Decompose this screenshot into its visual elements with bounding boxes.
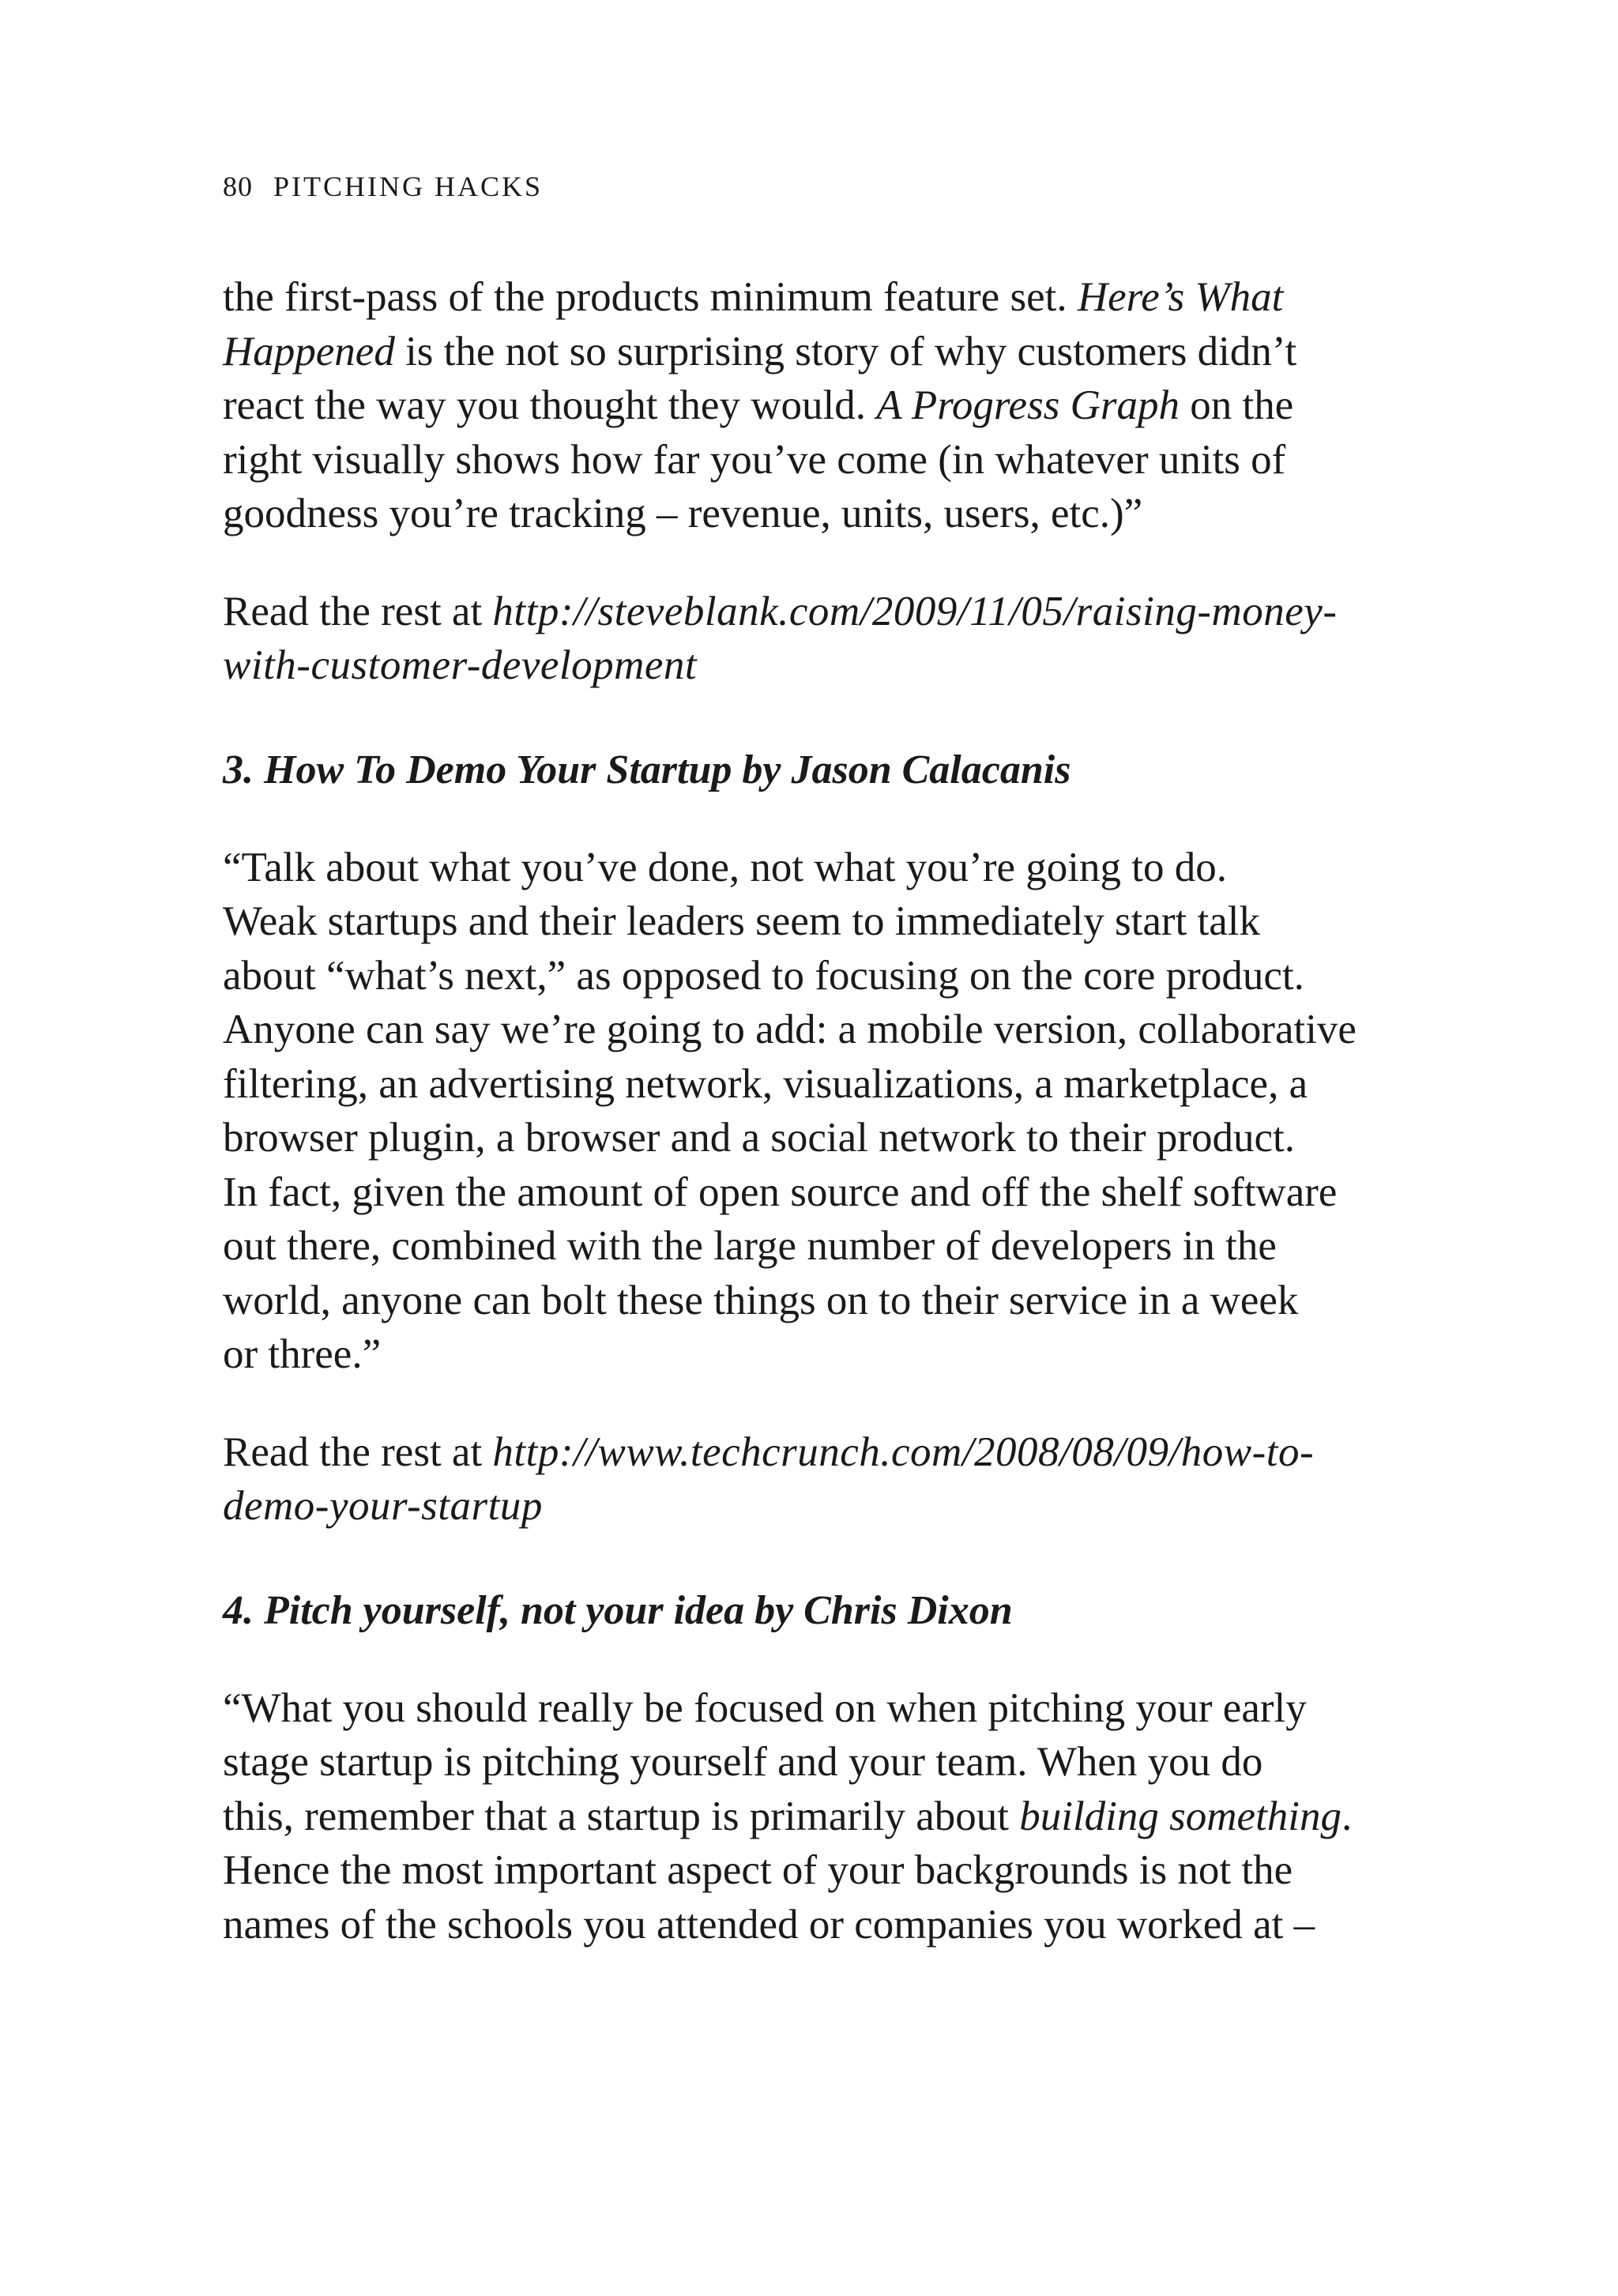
- quote-paragraph-4: [223, 1681, 1432, 1952]
- read-more-prefix: Read the rest at: [223, 1428, 493, 1475]
- quote-3-line: Anyone can say we’re going to add: a mobile version, collaborative: [223, 1007, 1356, 1052]
- quote-4-line-1: “What you should really be focused on when pitching your early: [223, 1684, 1307, 1731]
- intro-text: is the not so surprising story of why customers didn’t: [394, 328, 1297, 375]
- intro-emphasis: A Progress Graph: [876, 382, 1180, 428]
- intro-text: the first-pass of the products minimum feature set.: [223, 274, 1078, 320]
- quote-4-line-5: names of the schools you attended or companies you worked at –: [223, 1901, 1315, 1948]
- intro-paragraph: [223, 270, 1432, 541]
- running-head: [223, 169, 543, 204]
- article-link-1[interactable]: http://steveblank.com/2009/11/05/raising-money-: [492, 588, 1338, 634]
- quote-3-line: “Talk about what you’ve done, not what you’re going to do.: [223, 844, 1227, 890]
- quote-4-emphasis: building something: [1019, 1793, 1342, 1839]
- intro-line-1: [223, 270, 1432, 325]
- intro-emphasis: Happened: [223, 328, 395, 375]
- read-more-line-1: [223, 585, 1432, 639]
- page-content: [223, 270, 1432, 1952]
- quote-3-line: or three.”: [223, 1331, 382, 1377]
- quote-4-text: this, remember that a startup is primarily about: [223, 1793, 1020, 1839]
- quote-3-line: filtering, an advertising network, visualizations, a marketplace, a: [223, 1060, 1308, 1107]
- article-link-2[interactable]: http://www.techcrunch.com/2008/08/09/how-to-: [492, 1428, 1315, 1475]
- intro-emphasis: Here’s What: [1077, 274, 1284, 320]
- quote-4-text: .: [1341, 1793, 1353, 1839]
- intro-line-3: [223, 378, 1432, 433]
- section-heading-4: 4. Pitch yourself, not your idea by Chris Dixon: [223, 1587, 1013, 1633]
- quote-4-line-4: Hence the most important aspect of your backgrounds is not the: [223, 1847, 1293, 1893]
- section-heading-3: 3. How To Demo Your Startup by Jason Calacanis: [223, 747, 1071, 792]
- quote-3-line: browser plugin, a browser and a social network to their product.: [223, 1115, 1296, 1161]
- quote-paragraph-3: [223, 841, 1432, 1382]
- article-link-2-continued[interactable]: demo-your-startup: [223, 1483, 543, 1529]
- quote-3-line: In fact, given the amount of open source and off the shelf software: [223, 1169, 1338, 1215]
- article-link-1-continued[interactable]: with-customer-development: [223, 642, 698, 688]
- read-more-prefix: Read the rest at: [223, 588, 493, 634]
- intro-text: on the: [1180, 382, 1294, 428]
- read-more-paragraph-2: [223, 1425, 1432, 1534]
- read-more-paragraph-1: [223, 585, 1432, 693]
- book-title: PITCHING HACKS: [273, 171, 544, 202]
- quote-3-line: out there, combined with the large number of developers in the: [223, 1223, 1277, 1269]
- quote-4-line-2: stage startup is pitching yourself and your team. When you do: [223, 1739, 1263, 1785]
- read-more-line-2: [223, 1425, 1432, 1480]
- quote-3-line: world, anyone can bolt these things on to their service in a week: [223, 1277, 1299, 1323]
- intro-line-2: [223, 325, 1432, 379]
- intro-line-5: goodness you’re tracking – revenue, units, users, etc.)”: [223, 491, 1143, 536]
- quote-4-line-3: [223, 1790, 1432, 1844]
- page-number: 80: [223, 171, 253, 202]
- intro-text: react the way you thought they would.: [223, 382, 877, 428]
- intro-line-4: right visually shows how far you’ve come (in whatever units of: [223, 436, 1286, 483]
- quote-3-line: Weak startups and their leaders seem to immediately start talk: [223, 898, 1260, 944]
- quote-3-line: about “what’s next,” as opposed to focusing on the core product.: [223, 952, 1304, 999]
